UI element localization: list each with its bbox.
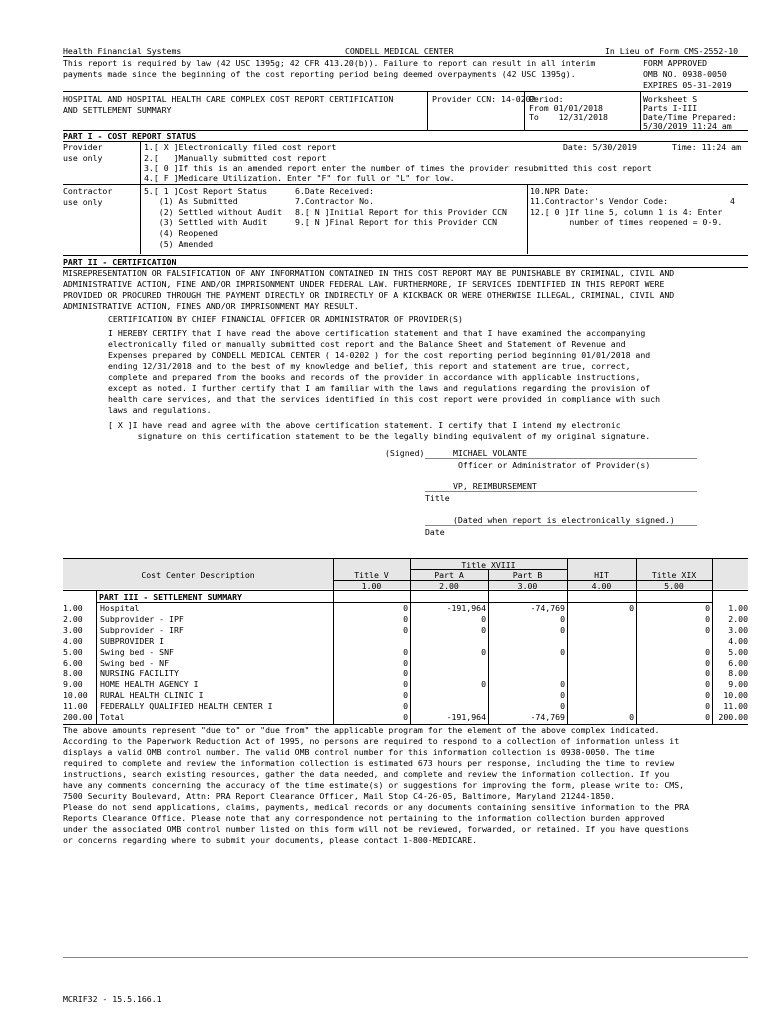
- table-cell-t19: 0: [705, 624, 710, 635]
- table-cell-num: 200.00: [63, 712, 93, 722]
- table-cell-t19: 0: [705, 657, 710, 668]
- header-left: Health Financial Systems: [63, 46, 182, 56]
- table-cell-rn: 2.00: [728, 613, 748, 624]
- table-cell-desc: Total: [100, 712, 125, 722]
- part3-heading: PART III - SETTLEMENT SUMMARY: [99, 592, 242, 602]
- col-num-1: 1.00: [361, 581, 382, 591]
- table-cell-rn: 5.00: [728, 646, 748, 657]
- pra-line-2: displays a valid OMB control number. The valid OMB control number for this information collection is 0938-0050. The time: [63, 747, 655, 757]
- table-cell-t19: 0: [705, 690, 710, 701]
- reopened-label: 12.[ 0 ]If line 5, column 1 is 4: Enter: [530, 207, 723, 217]
- amounts-note: The above amounts represent "due to" or "due from" the applicable program for the element of the above complex indicated.: [63, 725, 660, 735]
- cert-text-4: ending 12/31/2018 and to the best of my knowledge and belief, this report and statement are true, correct,: [108, 361, 631, 371]
- pra-line-7: Please do not send applications, claims, payments, medical records or any documents containing sensitive information to the PRA: [63, 802, 690, 812]
- pra-line-4: instructions, search existing resources, gather the data needed, and complete and review the information collection. If you: [63, 769, 670, 779]
- signer-title: VP, REIMBURSEMENT: [453, 481, 537, 491]
- status-item-5: 5.[ 1 ]Cost Report Status: [144, 186, 268, 196]
- col-title-xix: Title XIX: [651, 570, 697, 580]
- table-cell-t19: 0: [705, 679, 710, 690]
- col-title-v: Title V: [354, 570, 389, 580]
- table-cell-pb: 0: [560, 701, 565, 712]
- expires-date: EXPIRES 05-31-2019: [643, 80, 732, 90]
- misrep-line-4: ADMINISTRATIVE ACTION, FINES AND/OR IMPRISONMENT MAY RESULT.: [63, 301, 359, 311]
- report-date: Date: 5/30/2019: [563, 142, 637, 152]
- pra-line-9: under the associated OMB control number listed on this form will not be reviewed, forwarded, or retained. If you have questions: [63, 824, 690, 834]
- part1-heading: PART I - COST REPORT STATUS: [63, 131, 197, 141]
- cert-text-6: except as noted. I further certify that I am familiar with the laws and regulations regarding the provision of: [108, 383, 651, 393]
- pra-line-5: have any comments concerning the accuracy of the time estimate(s) or suggestions for improving the form, please write to: CMS,: [63, 780, 685, 790]
- table-cell-t19: 0: [705, 603, 710, 613]
- table-cell-desc: Swing bed - NF: [100, 657, 170, 668]
- table-cell-t19: 0: [705, 701, 710, 712]
- table-cell-pa: 0: [481, 624, 486, 635]
- reopened-count: number of times reopened = 0-9.: [530, 217, 723, 227]
- cert-text-7: health care services, and that the services identified in this cost report were provided in compliance with such: [108, 394, 661, 404]
- table-cell-t5: 0: [403, 712, 408, 722]
- cert-text-3: Expenses prepared by CONDELL MEDICAL CENTER ( 14-0202 ) for the cost reporting period beginning 01/01/2018 and: [108, 350, 651, 360]
- part1-item-1: 1.[ X ]Electronically filed cost report: [144, 142, 337, 152]
- col-part-b: Part B: [512, 570, 543, 580]
- table-cell-rn: 6.00: [728, 657, 748, 668]
- table-cell-desc: HOME HEALTH AGENCY I: [100, 679, 199, 690]
- table-cell-desc: Subprovider - IPF: [100, 613, 184, 624]
- report-title-line-1: HOSPITAL AND HOSPITAL HEALTH CARE COMPLEX COST REPORT CERTIFICATION: [63, 94, 394, 104]
- pra-line-1: According to the Paperwork Reduction Act of 1995, no persons are required to respond to a collection of information unless it: [63, 736, 680, 746]
- status-option-1: (1) As Submitted: [144, 196, 238, 206]
- table-cell-hit: 0: [629, 603, 634, 613]
- date-label: Date: [425, 527, 445, 537]
- table-cell-num: 1.00: [63, 603, 83, 613]
- worksheet-parts: Parts I-III: [643, 103, 698, 113]
- table-cell-rn: 4.00: [728, 635, 748, 646]
- misrep-line-2: ADMINISTRATIVE ACTION, FINE AND/OR IMPRISONMENT UNDER FEDERAL LAW. FURTHERMORE, IF SERVICES IDENTIFIED IN THIS REPORT WERE: [63, 279, 665, 289]
- final-report: 9.[ N ]Final Report for this Provider CCN: [295, 217, 498, 227]
- part1-item-4: 4.[ F ]Medicare Utilization. Enter "F" for full or "L" for low.: [144, 173, 455, 183]
- pra-line-3: required to complete and review the information collection is estimated 673 hours per response, including the time to review: [63, 758, 675, 768]
- worksheet-label: Worksheet S: [643, 94, 698, 104]
- table-cell-t5: 0: [403, 701, 408, 712]
- law-line-1: This report is required by law (42 USC 1395g; 42 CFR 413.20(b)). Failure to report can result in all interim: [63, 58, 596, 68]
- table-cell-rn: 200.00: [718, 712, 748, 722]
- officer-label: Officer or Administrator of Provider(s): [458, 460, 651, 470]
- table-cell-pb: 0: [560, 624, 565, 635]
- table-cell-num: 6.00: [63, 657, 83, 668]
- table-cell-hit: 0: [629, 712, 634, 722]
- table-cell-t5: 0: [403, 679, 408, 690]
- status-option-2: (2) Settled without Audit: [144, 207, 283, 217]
- table-cell-t5: 0: [403, 646, 408, 657]
- table-cell-pb: -74,769: [530, 712, 565, 722]
- contractor-use-label: Contractor: [63, 186, 113, 196]
- table-cell-pb: -74,769: [530, 603, 565, 613]
- table-cell-desc: SUBPROVIDER I: [100, 635, 165, 646]
- table-cell-num: 11.00: [63, 701, 88, 712]
- table-cell-num: 8.00: [63, 668, 83, 679]
- initial-report: 8.[ N ]Initial Report for this Provider CCN: [295, 207, 507, 217]
- report-time: Time: 11:24 am: [672, 142, 742, 152]
- table-cell-t5: 0: [403, 603, 408, 613]
- part2-heading: PART II - CERTIFICATION: [63, 257, 177, 267]
- table-cell-rn: 11.00: [723, 701, 748, 712]
- table-cell-t5: 0: [403, 613, 408, 624]
- col-num-5: 5.00: [664, 581, 684, 591]
- table-cell-t19: 0: [705, 646, 710, 657]
- pra-line-10: or concerns regarding where to submit your documents, please contact 1-800-MEDICARE.: [63, 835, 478, 845]
- misrep-line-1: MISREPRESENTATION OR FALSIFICATION OF ANY INFORMATION CONTAINED IN THIS COST REPORT MAY BE PUNISHABLE BY CRIMINAL, CIVIL AND: [63, 268, 675, 278]
- table-cell-desc: Swing bed - SNF: [100, 646, 174, 657]
- table-cell-desc: Hospital: [100, 603, 140, 613]
- table-cell-t5: 0: [403, 690, 408, 701]
- cert-text-2: electronically filed or manually submitted cost report and the Balance Sheet and Statement of Revenue and: [108, 339, 626, 349]
- table-cell-pa: 0: [481, 679, 486, 690]
- cert-text-8: laws and regulations.: [108, 405, 212, 415]
- table-cell-rn: 3.00: [728, 624, 748, 635]
- npr-date: 10.NPR Date:: [530, 186, 590, 196]
- table-cell-desc: RURAL HEALTH CLINIC I: [100, 690, 204, 701]
- contractor-number: 7.Contractor No.: [295, 196, 374, 206]
- col-hit: HIT: [594, 570, 609, 580]
- report-title-line-2: AND SETTLEMENT SUMMARY: [63, 105, 172, 115]
- period-from: From 01/01/2018: [529, 103, 603, 113]
- status-option-4: (4) Reopened: [144, 228, 218, 238]
- pra-line-6: 7500 Security Boulevard, Attn: PRA Report Clearance Officer, Mail Stop C4-26-05, Baltimore, Maryland 21244-1850.: [63, 791, 616, 801]
- table-cell-rn: 1.00: [728, 603, 748, 613]
- footer-version: MCRIF32 - 15.5.166.1: [63, 994, 162, 1004]
- table-cell-t5: 0: [403, 657, 408, 668]
- vendor-code: 4: [730, 196, 735, 206]
- omb-number: OMB NO. 0938-0050: [643, 69, 727, 79]
- date-time-prepared: 5/30/2019 11:24 am: [643, 121, 732, 131]
- title-label: Title: [425, 493, 450, 503]
- table-cell-pa: 0: [481, 613, 486, 624]
- dated-text: (Dated when report is electronically signed.): [453, 515, 675, 525]
- col-num-3: 3.00: [517, 581, 538, 591]
- status-option-5: (5) Amended: [144, 239, 214, 249]
- misrep-line-3: PROVIDED OR PROCURED THROUGH THE PAYMENT DIRECTLY OR INDIRECTLY OF A KICKBACK OR WERE OTHERWISE ILLEGAL, CRIMINAL, CIVIL AND: [63, 290, 675, 300]
- table-cell-t19: 0: [705, 712, 710, 722]
- table-cell-t19: 0: [705, 613, 710, 624]
- signer-name: MICHAEL VOLANTE: [453, 448, 527, 458]
- col-num-4: 4.00: [591, 581, 612, 591]
- vendor-code-label: 11.Contractor's Vendor Code:: [530, 196, 669, 206]
- pra-line-8: Reports Clearance Office. Please note that any correspondence not pertaining to the information collection burden approved: [63, 813, 665, 823]
- period-to: To 12/31/2018: [529, 112, 608, 122]
- provider-use-label: Provider: [63, 142, 103, 152]
- agree-text-1: [ X ]I have read and agree with the above certification statement. I certify that I intend my electronic: [108, 420, 621, 430]
- header-provider-name: CONDELL MEDICAL CENTER: [345, 46, 454, 56]
- table-cell-t19: 0: [705, 668, 710, 679]
- table-cell-pa: 0: [481, 646, 486, 657]
- provider-ccn: Provider CCN: 14-0202: [432, 94, 536, 104]
- table-cell-pb: 0: [560, 690, 565, 701]
- date-received: 6.Date Received:: [295, 186, 374, 196]
- col-title-xviii: Title XVIII: [461, 560, 516, 570]
- table-cell-desc: NURSING FACILITY: [100, 668, 179, 679]
- table-cell-rn: 10.00: [723, 690, 748, 701]
- table-cell-desc: FEDERALLY QUALIFIED HEALTH CENTER I: [100, 701, 273, 712]
- table-cell-num: 2.00: [63, 613, 83, 624]
- col-num-2: 2.00: [439, 581, 459, 591]
- provider-use-label-2: use only: [63, 153, 103, 163]
- part1-item-3: 3.[ 0 ]If this is an amended report enter the number of times the provider resubmitted this cost report: [144, 163, 652, 173]
- header-form-id: In Lieu of Form CMS-2552-10: [605, 46, 739, 56]
- date-time-prepared-label: Date/Time Prepared:: [643, 112, 737, 122]
- table-cell-t5: 0: [403, 624, 408, 635]
- table-cell-num: 5.00: [63, 646, 83, 657]
- table-cell-rn: 8.00: [728, 668, 748, 679]
- table-cell-num: 3.00: [63, 624, 83, 635]
- table-cell-num: 9.00: [63, 679, 83, 690]
- table-cell-rn: 9.00: [728, 679, 748, 690]
- table-cell-t5: 0: [403, 668, 408, 679]
- status-option-3: (3) Settled with Audit: [144, 217, 268, 227]
- contractor-use-label-2: use only: [63, 197, 103, 207]
- table-cell-pb: 0: [560, 679, 565, 690]
- col-cost-center-description: Cost Center Description: [141, 570, 255, 580]
- table-cell-pb: 0: [560, 613, 565, 624]
- table-cell-pb: 0: [560, 646, 565, 657]
- cert-text-5: complete and prepared from the books and records of the provider in accordance with applicable instructions,: [108, 372, 641, 382]
- signed-label: (Signed): [385, 448, 425, 458]
- part1-item-2: 2.[ ]Manually submitted cost report: [144, 153, 327, 163]
- table-cell-num: 10.00: [63, 690, 88, 701]
- col-part-a: Part A: [434, 570, 464, 580]
- certification-heading: CERTIFICATION BY CHIEF FINANCIAL OFFICER OR ADMINISTRATOR OF PROVIDER(S): [108, 314, 463, 324]
- table-cell-desc: Subprovider - IRF: [100, 624, 184, 635]
- period-label: Period:: [529, 94, 564, 104]
- table-cell-pa: -191,964: [446, 712, 486, 722]
- agree-text-2: signature on this certification statement to be the legally binding equivalent of my original signature.: [108, 431, 651, 441]
- table-cell-pa: -191,964: [446, 603, 486, 613]
- table-cell-num: 4.00: [63, 635, 83, 646]
- cert-text-1: I HEREBY CERTIFY that I have read the above certification statement and that I have examined the accompanying: [108, 328, 646, 338]
- form-approved: FORM APPROVED: [643, 58, 708, 68]
- law-line-2: payments made since the beginning of the cost reporting period being deemed overpayments (42 USC 1395g).: [63, 69, 576, 79]
